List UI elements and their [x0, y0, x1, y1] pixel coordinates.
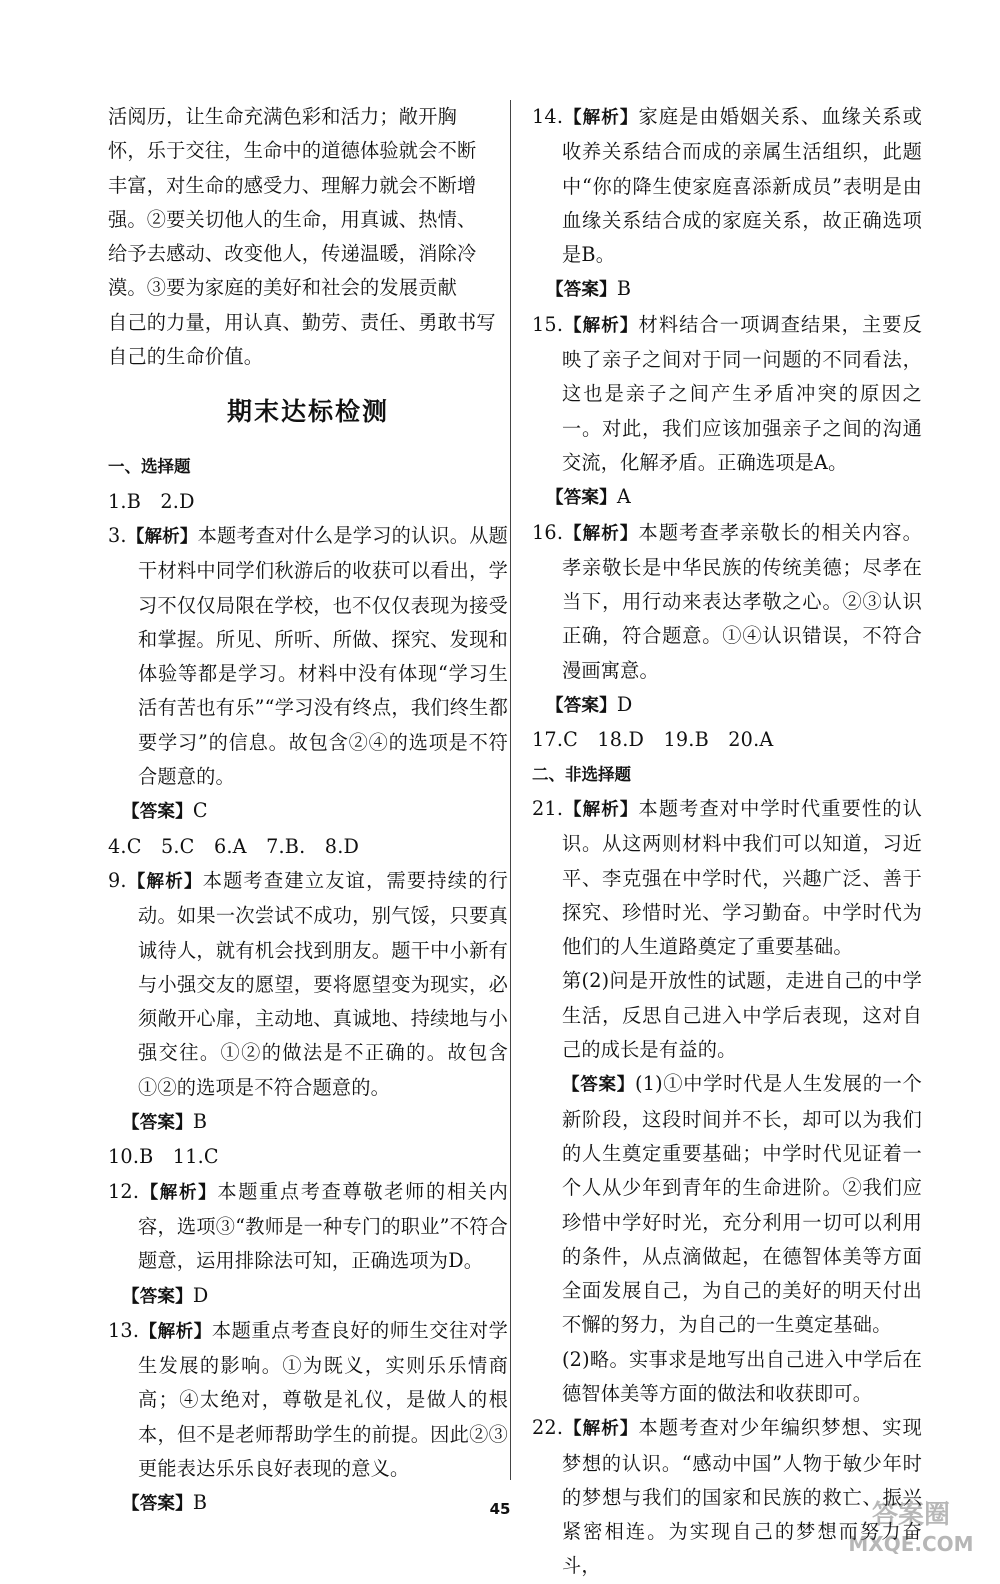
- question-16-analysis: [532, 516, 922, 688]
- intro-line: 丰富，对生命的感受力、理解力就会不断增: [108, 173, 477, 197]
- intro-line: 强。②要关切他人的生命，用真诚、热情、: [108, 207, 477, 231]
- answer-value: D: [616, 693, 633, 717]
- answer-tag: 【答案】: [562, 1075, 636, 1096]
- analysis-tag: 【解析】: [563, 108, 639, 128]
- answer-value: C: [192, 799, 208, 823]
- answer-tag: 【答案】: [122, 802, 193, 823]
- left-column: [108, 100, 508, 1522]
- question-3-answer: [108, 794, 508, 829]
- column-divider: [510, 100, 511, 1480]
- right-column: [532, 100, 922, 1584]
- part1-heading: 一、选择题: [108, 457, 191, 477]
- answer-tag: 【答案】: [546, 488, 617, 509]
- analysis-tag: 【解析】: [563, 1419, 639, 1440]
- question-21-analysis-part2: 第(2)问是开放性的试题，走进自己的中学生活，反思自己进入中学后表现，这对自己的成长是有益的。: [562, 969, 922, 1062]
- intro-line: 活阅历，让生命充满色彩和活力；敞开胸: [108, 105, 457, 128]
- answer-tag: 【答案】: [546, 280, 617, 301]
- question-9-analysis: [108, 864, 508, 1105]
- watermark-logo: [836, 1493, 986, 1559]
- part2-heading: 二、非选择题: [532, 764, 631, 784]
- analysis-text: 本题重点考查尊敬老师的相关内容，选项③“教师是一种专门的职业”不符合题意，运用排除法可知，正确选项为D。: [138, 1179, 508, 1273]
- answer-value: A: [616, 485, 631, 509]
- question-number: 22.: [532, 1416, 564, 1440]
- analysis-text: 本题考查孝亲敬长的相关内容。孝亲敬长是中华民族的传统美德；尽孝在当下，用行动来表达孝敬之心。②③认识正确，符合题意。①④认识错误，不符合漫画寓意。: [562, 520, 922, 682]
- answer-value: B: [192, 1110, 208, 1134]
- question-21-answer-part2: (2)略。实事求是地写出自己进入中学后在德智体美等方面的做法和收获即可。: [562, 1347, 922, 1405]
- analysis-text: 本题考查对少年编织梦想、实现梦想的认识。“感动中国”人物于敏少年时的梦想与我们的国家和民族的救亡、振兴紧密相连。为实现自己的梦想而努力奋斗，: [562, 1416, 922, 1578]
- question-number: 16.: [532, 520, 564, 544]
- question-16-answer: [532, 688, 922, 723]
- analysis-tag: 【解析】: [139, 1182, 218, 1203]
- page-number: 45: [489, 1500, 511, 1518]
- analysis-tag: 【解析】: [126, 526, 198, 547]
- answer-value: (1)①中学时代是人生发展的一个新阶段，这段时间并不长，却可以为我们的人生奠定重要基础；中学时代见证着一个人从少年到青年的生命进阶。②我们应珍惜中学好时光，充分利用一切可以利用的条件，从点滴做起，在德智体美等方面全面发展自己，为自己的美好的明天付出不懈的努力，为自己的一生奠定基础。: [562, 1072, 922, 1337]
- intro-line: 怀，乐于交往，生命中的道德体验就会不断: [108, 139, 477, 163]
- analysis-text: 本题考查对什么是学习的认识。从题干材料中同学们秋游后的收获可以看出，学习不仅仅局限在学校，也不仅仅表现为接受和掌握。所见、所听、所做、探究、发现和体验等都是学习。材料中没有体现“学习生活有苦也有乐”“学习没有终点，我们终生都要学习”的信息。故包含②④的选项是不符合题意的。: [138, 523, 508, 789]
- intro-line: 自己的生命价值。: [108, 345, 264, 369]
- answer-tag: 【答案】: [122, 1286, 193, 1307]
- intro-line: 给予去感动、改变他人，传递温暖，消除冷: [108, 242, 477, 266]
- question-3-analysis: [108, 519, 508, 794]
- question-13-analysis: [108, 1314, 508, 1486]
- answer-tag: 【答案】: [546, 696, 617, 717]
- question-number: 12.: [108, 1179, 140, 1203]
- question-number: 3.: [108, 523, 127, 547]
- analysis-text: 本题考查对中学时代重要性的认识。从这两则材料中我们可以知道，习近平、李克强在中学时代，兴趣广泛、善于探究、珍惜时光、学习勤奋。中学时代为他们的人生道路奠定了重要基础。: [562, 796, 922, 959]
- question-14-answer: [532, 272, 922, 307]
- analysis-text: 家庭是由婚姻关系、血缘关系或收养关系结合而成的亲属生活组织，此题中“你的降生使家庭喜添新成员”表明是由血缘关系结合成的家庭关系，故正确选项是B。: [562, 105, 922, 267]
- question-21-analysis: [532, 792, 922, 964]
- question-21-answer: [532, 1067, 922, 1342]
- answers-10-11: 10.B 11.C: [108, 1145, 219, 1169]
- section-title: 期末达标检测: [226, 397, 389, 427]
- answer-tag: 【答案】: [122, 1113, 193, 1134]
- answer-tag: 【答案】: [122, 1494, 193, 1515]
- question-14-analysis: [532, 100, 922, 272]
- intro-line: 漠。③要为家庭的美好和社会的发展贡献: [108, 276, 457, 300]
- analysis-tag: 【解析】: [563, 315, 639, 336]
- question-number: 9.: [108, 868, 127, 892]
- analysis-tag: 【解析】: [126, 871, 203, 892]
- question-12-analysis: [108, 1175, 508, 1279]
- intro-paragraph: [108, 100, 508, 374]
- analysis-text: 本题考查建立友谊，需要持续的行动。如果一次尝试不成功，别气馁，只要真诚待人，就有机会找到朋友。题干中小新有与小强交友的愿望，要将愿望变为现实，必须敞开心扉，主动地、真诚地、持续地与小强交往。①②的做法是不正确的。故包含①②的选项是不符合题意的。: [138, 868, 508, 1099]
- question-12-answer: [108, 1279, 508, 1314]
- watermark-text: 答案圈: [871, 1500, 951, 1530]
- answers-17-20: 17.C 18.D 19.B 20.A: [532, 728, 774, 752]
- intro-line: 自己的力量，用认真、勤劳、责任、勇敢书写: [108, 310, 496, 334]
- question-number: 21.: [532, 796, 564, 820]
- answer-value: B: [616, 277, 632, 301]
- question-number: 13.: [108, 1318, 140, 1342]
- analysis-tag: 【解析】: [563, 523, 639, 544]
- answers-1-2: 1.B 2.D: [108, 489, 195, 513]
- answer-value: D: [192, 1283, 209, 1307]
- question-9-answer: [108, 1105, 508, 1140]
- answers-4-8: 4.C 5.C 6.A 7.B. 8.D: [108, 834, 360, 858]
- analysis-tag: 【解析】: [563, 799, 639, 820]
- analysis-text: 材料结合一项调查结果，主要反映了亲子之间对于同一问题的不同看法，这也是亲子之间产生矛盾冲突的原因之一。对此，我们应该加强亲子之间的沟通交流，化解矛盾。正确选项是A。: [562, 312, 922, 474]
- question-number: 14.: [532, 105, 564, 128]
- analysis-tag: 【解析】: [139, 1321, 212, 1342]
- watermark-url: MXQE.COM: [848, 1532, 974, 1556]
- question-number: 15.: [532, 312, 564, 336]
- analysis-text: 本题重点考查良好的师生交往对学生发展的影响。①为既义，实则乐乐情商高；④太绝对，尊敬是礼仪，是做人的根本，但不是老师帮助学生的前提。因此②③更能表达乐乐良好表现的意义。: [138, 1318, 508, 1480]
- answer-value: B: [192, 1491, 208, 1515]
- question-15-analysis: [532, 308, 922, 480]
- question-15-answer: [532, 480, 922, 515]
